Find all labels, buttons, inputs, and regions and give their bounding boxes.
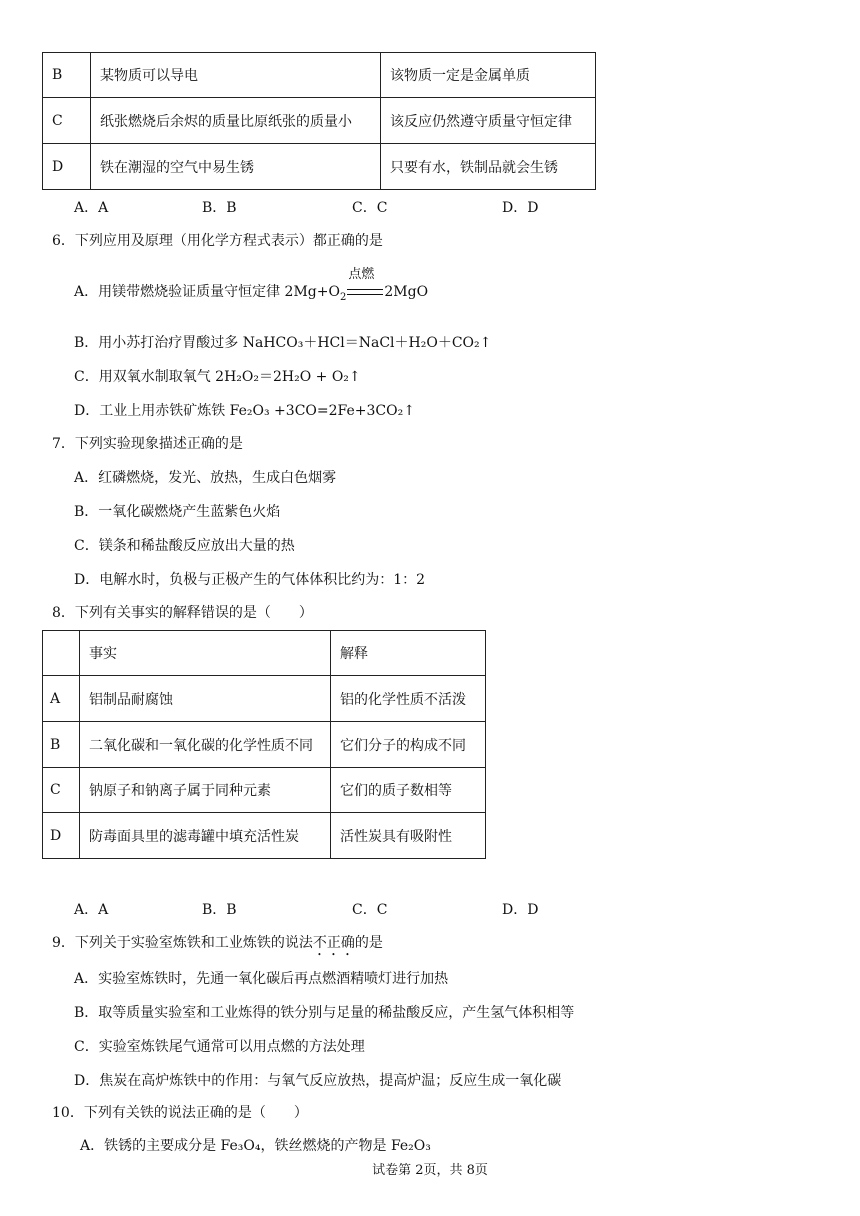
- fact-cell: 防毒面具里的滤毒罐中填充活性炭: [80, 813, 331, 859]
- row-label: A: [43, 676, 80, 722]
- row-label: D: [43, 144, 91, 190]
- q6-option-a-text: A．用镁带燃烧验证质量守恒定律 2Mg+O: [74, 284, 340, 300]
- row-label: D: [43, 813, 80, 859]
- table-row: [43, 53, 596, 98]
- q8-table: [42, 630, 486, 859]
- option-a: A．A: [74, 902, 109, 918]
- table-row: [43, 768, 486, 813]
- question-8-stem: 8．下列有关事实的解释错误的是（ ）: [52, 605, 313, 621]
- q5-table: [42, 52, 596, 190]
- fact-cell: 某物质可以导电: [91, 53, 381, 98]
- header-explain: 解释: [331, 631, 486, 676]
- q9-stem-prefix: 9．下列关于实验室炼铁和工业炼铁的说法: [52, 935, 313, 951]
- explain-cell: 铝的化学性质不活泼: [331, 676, 486, 722]
- q7-option-a: A．红磷燃烧，发光、放热，生成白色烟雾: [74, 470, 337, 486]
- option-c: C．C: [352, 902, 388, 918]
- table-row: [43, 144, 596, 190]
- question-10-stem: 10．下列有关铁的说法正确的是（ ）: [52, 1105, 308, 1121]
- fact-cell: 铝制品耐腐蚀: [80, 676, 331, 722]
- q9-option-d: D．焦炭在高炉炼铁中的作用：与氧气反应放热，提高炉温；反应生成一氧化碳: [74, 1073, 562, 1089]
- q9-stem-emphasis: 不正确: [312, 935, 355, 951]
- table-row: [43, 676, 486, 722]
- reaction-condition: [346, 267, 384, 302]
- table-row: [43, 813, 486, 859]
- q6-option-a-product: 2MgO: [384, 284, 429, 300]
- option-a: A．A: [74, 200, 109, 216]
- fact-cell: 纸张燃烧后余烬的质量比原纸张的质量小: [91, 98, 381, 144]
- option-d: D．D: [502, 902, 539, 918]
- option-b: B．B: [202, 200, 237, 216]
- table-row: [43, 98, 596, 144]
- row-label: C: [43, 768, 80, 813]
- q7-option-b: B．一氧化碳燃烧产生蓝紫色火焰: [74, 504, 281, 520]
- q6-option-a: [74, 267, 429, 308]
- q6-option-b: B．用小苏打治疗胃酸过多 NaHCO₃＋HCl＝NaCl＋H₂O＋CO₂↑: [74, 335, 492, 351]
- reaction-condition-label: 点燃: [348, 267, 375, 282]
- explain-cell: 活性炭具有吸附性: [331, 813, 486, 859]
- table-header-row: [43, 631, 486, 676]
- fact-cell: 铁在潮湿的空气中易生锈: [91, 144, 381, 190]
- header-label: [43, 631, 80, 676]
- question-9-stem: [52, 933, 383, 959]
- row-label: B: [43, 53, 91, 98]
- q7-option-d: D．电解水时，负极与正极产生的气体体积比约为：1：2: [74, 572, 426, 588]
- fact-cell: 二氧化碳和一氧化碳的化学性质不同: [80, 722, 331, 768]
- q9-stem-suffix: 的是: [354, 935, 383, 951]
- header-fact: 事实: [80, 631, 331, 676]
- question-7-stem: 7．下列实验现象描述正确的是: [52, 436, 243, 452]
- option-b: B．B: [202, 902, 237, 918]
- double-line: [347, 289, 383, 295]
- explain-cell: 该物质一定是金属单质: [381, 53, 596, 98]
- explain-cell: 它们分子的构成不同: [331, 722, 486, 768]
- explain-cell: 它们的质子数相等: [331, 768, 486, 813]
- fact-cell: 钠原子和钠离子属于同种元素: [80, 768, 331, 813]
- option-c: C．C: [352, 200, 388, 216]
- q6-option-c: C．用双氧水制取氧气 2H₂O₂＝2H₂O + O₂↑: [74, 369, 361, 385]
- option-d: D．D: [502, 200, 539, 216]
- q9-option-b: B．取等质量实验室和工业炼得的铁分别与足量的稀盐酸反应，产生氢气体积相等: [74, 1005, 575, 1021]
- row-label: C: [43, 98, 91, 144]
- question-6-stem: 6．下列应用及原理（用化学方程式表示）都正确的是: [52, 233, 383, 249]
- page-footer: 试卷第 2页，共 8页: [372, 1163, 488, 1178]
- explain-cell: 该反应仍然遵守质量守恒定律: [381, 98, 596, 144]
- q9-option-a: A．实验室炼铁时，先通一氧化碳后再点燃酒精喷灯进行加热: [74, 971, 449, 987]
- row-label: B: [43, 722, 80, 768]
- q6-option-d: D．工业上用赤铁矿炼铁 Fe₂O₃ +3CO=2Fe+3CO₂↑: [74, 403, 415, 419]
- explain-cell: 只要有水，铁制品就会生锈: [381, 144, 596, 190]
- q10-option-a: A．铁锈的主要成分是 Fe₃O₄，铁丝燃烧的产物是 Fe₂O₃: [80, 1138, 431, 1154]
- q6-option-a-subscript: 2: [339, 291, 347, 303]
- q7-option-c: C．镁条和稀盐酸反应放出大量的热: [74, 538, 295, 554]
- table-row: [43, 722, 486, 768]
- q9-option-c: C．实验室炼铁尾气通常可以用点燃的方法处理: [74, 1039, 365, 1055]
